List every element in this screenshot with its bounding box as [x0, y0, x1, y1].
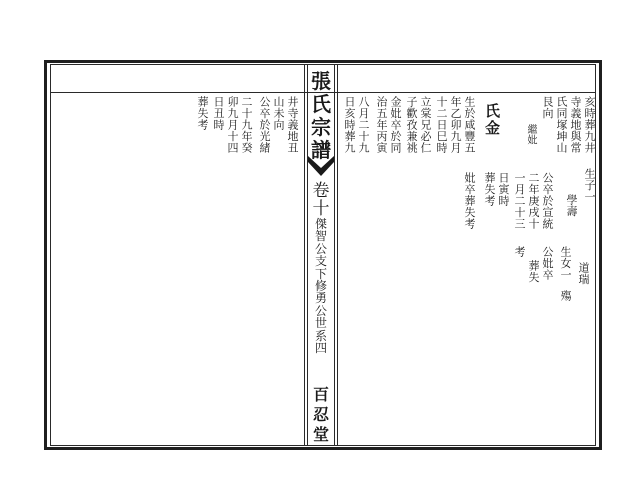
right-text-column: 殤 — [559, 290, 572, 302]
right-text-column: 葬失 — [527, 260, 540, 283]
right-text-column: 子歡孜兼祧 — [405, 96, 418, 154]
right-text-column: 考 — [513, 246, 526, 258]
right-text-column: 公卒於宣統 — [541, 172, 554, 230]
left-text-column: 二十九年癸 — [240, 96, 253, 154]
left-text-column: 井寺義地丑 — [286, 96, 299, 154]
right-text-column: 金妣卒於同 — [389, 96, 402, 154]
right-text-column: 一月二十三 — [513, 172, 526, 230]
right-text-column: 生於咸豐五 — [463, 96, 476, 154]
right-text-column: 公妣卒 — [541, 246, 554, 281]
surname-heading: 氏金 — [483, 103, 501, 137]
right-text-column: 妣卒葬失考 — [463, 172, 476, 230]
right-text-column: 日亥時葬九 — [343, 96, 356, 154]
volume-label: 卷十 — [312, 181, 330, 219]
right-text-column: 日寅時 — [497, 172, 510, 207]
right-text-column: 亥時葬九井 — [583, 96, 596, 154]
right-text-column: 寺義地與常 — [569, 96, 582, 154]
right-text-column: 生女一 — [559, 246, 572, 281]
right-text-column: 學壽 — [565, 194, 578, 217]
right-text-column: 治五年丙寅 — [375, 96, 388, 154]
right-text-column: 二年庚戌十 — [527, 172, 540, 230]
left-text-column: 葬失考 — [196, 96, 209, 131]
fold-rule-right — [334, 64, 335, 446]
right-text-column: 立棠兄必仁 — [419, 96, 432, 154]
left-text-column: 山未向 — [272, 96, 285, 131]
right-text-column: 八月二十九 — [357, 96, 370, 154]
left-text-column: 日丑時 — [212, 96, 225, 131]
left-text-column: 卯九月十四 — [226, 96, 239, 154]
right-text-column: 生子一 — [583, 168, 596, 203]
book-title: 張氏宗譜 — [311, 69, 331, 162]
right-text-column: 繼妣 — [525, 124, 536, 145]
right-text-column: 氏同塚坤山 — [555, 96, 568, 154]
right-text-column: 年乙卯九月 — [449, 96, 462, 154]
hall-name: 百忍堂 — [312, 385, 329, 444]
right-text-column: 艮向 — [541, 96, 554, 119]
right-text-column: 道瑞 — [577, 262, 590, 285]
right-text-column: 葬失考 — [483, 172, 496, 207]
right-text-column: 十二日巳時 — [435, 96, 448, 154]
branch-label: 傑智公支下修勇公世系四 — [314, 217, 327, 356]
fish-tail-mark — [308, 156, 334, 180]
left-text-column: 公卒於光緒 — [258, 96, 271, 154]
